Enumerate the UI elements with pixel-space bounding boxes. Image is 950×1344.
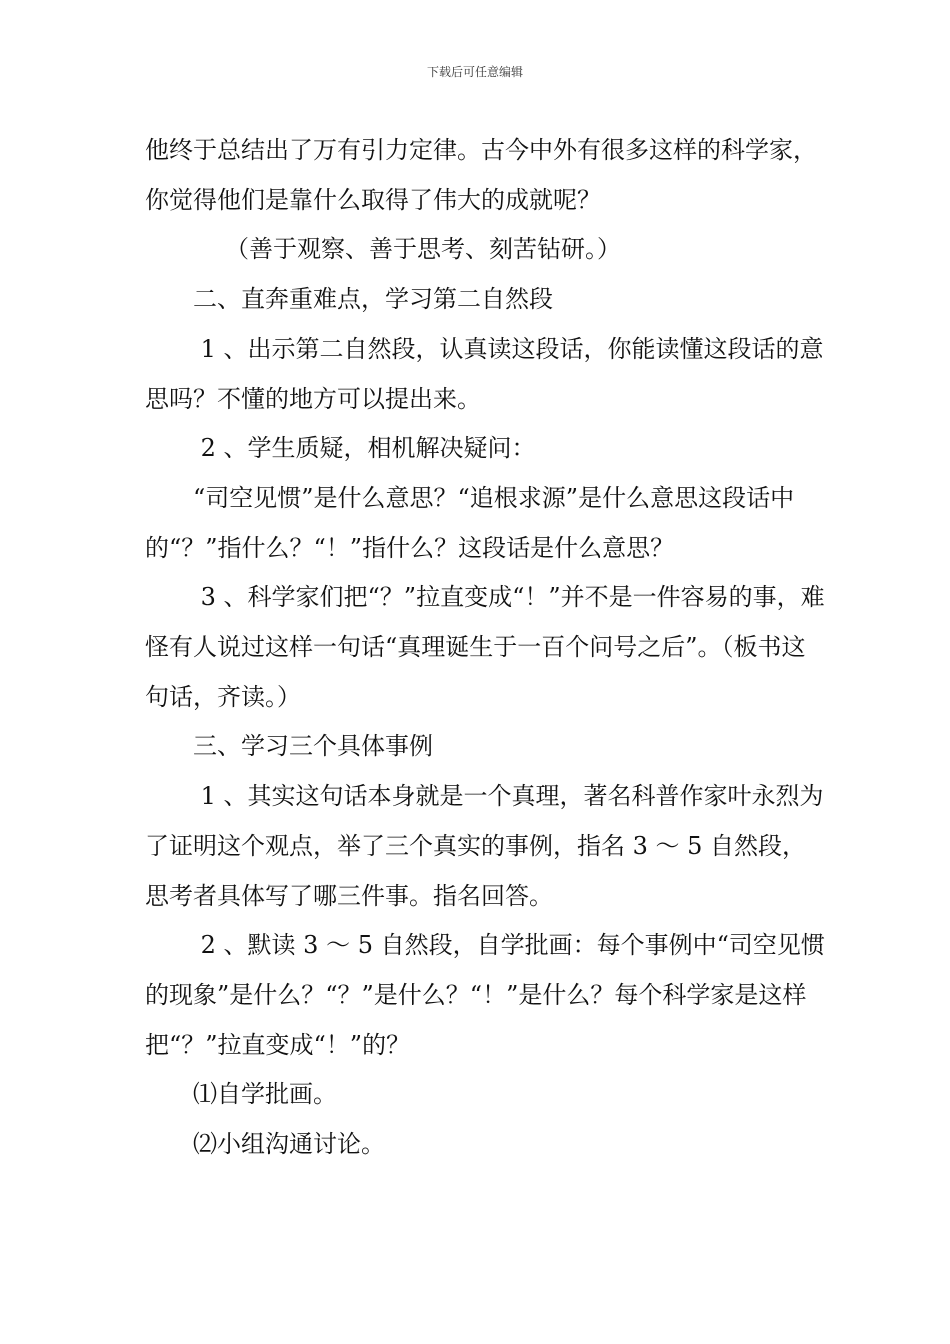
section-heading-three: 三、学习三个具体事例 bbox=[193, 732, 433, 761]
section-heading-two: 二、直奔重难点，学习第二自然段 bbox=[193, 285, 553, 314]
paragraph-example-step-2: 2 、默读 3 ～ 5 自然段，自学批画：每个事例中“司空见惯的现象”是什么？“？”是什么？“！”是什么？每个科学家是这样把“？”拉直变成“！”的？ bbox=[145, 931, 825, 1059]
paragraph-step-3: 3 、科学家们把“？”拉直变成“！”并不是一件容易的事，难怪有人说过这样一句话“真理诞生于一百个问号之后”。（板书这句话，齐读。） bbox=[145, 583, 825, 711]
paragraph-step-1: 1 、出示第二自然段，认真读这段话，你能读懂这段话的意思吗？不懂的地方可以提出来。 bbox=[145, 334, 824, 413]
paragraph-step-2: 2 、学生质疑，相机解决疑问： bbox=[193, 434, 536, 463]
paragraph-newton-intro: 他终于总结出了万有引力定律。古今中外有很多这样的科学家，你觉得他们是靠什么取得了伟大的成就呢？ bbox=[145, 136, 817, 214]
document-body bbox=[145, 126, 825, 1170]
list-item-group-discussion: ⑵小组沟通讨论。 bbox=[193, 1130, 385, 1159]
paragraph-example-step-1: 1 、其实这句话本身就是一个真理，著名科普作家叶永烈为了证明这个观点，举了三个真实的事例，指名 3 ～ 5 自然段，思考者具体写了哪三件事。指名回答。 bbox=[145, 782, 824, 910]
page-header-note: 下载后可任意编辑 bbox=[426, 65, 523, 79]
paragraph-questions: “司空见惯”是什么意思？“追根求源”是什么意思这段话中的“？”指什么？“！”指什么？这段话是什么意思？ bbox=[145, 483, 795, 562]
paragraph-answer-qualities: （善于观察、善于思考、刻苦钻研。） bbox=[225, 235, 621, 264]
list-item-self-study: ⑴自学批画。 bbox=[193, 1080, 337, 1109]
